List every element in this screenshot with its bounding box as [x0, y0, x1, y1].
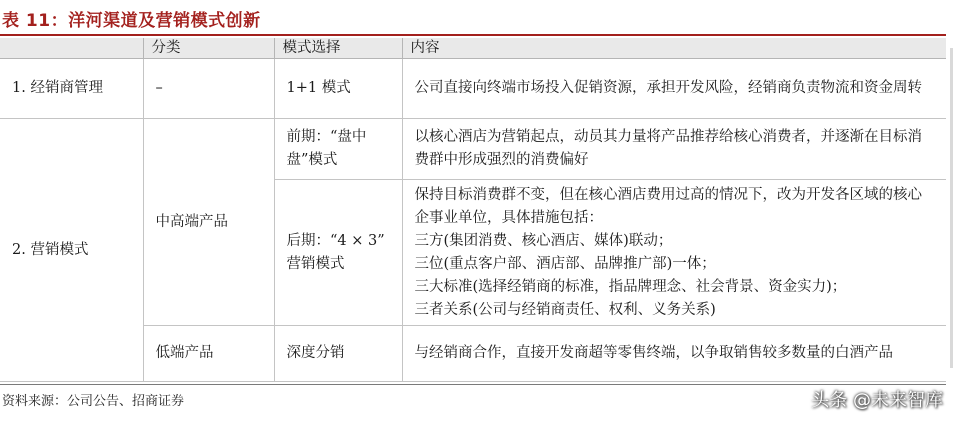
source-note: 资料来源：公司公告、招商证券: [2, 394, 185, 409]
content-line: 保持目标消费群不变，但在核心酒店费用过高的情况下，改为开发各区域的核心企事业单位，具体措施包括：: [414, 186, 922, 226]
channel-marketing-table: [0, 38, 946, 382]
row-category: –: [143, 59, 274, 119]
row-section-label: 1. 经销商管理: [0, 59, 143, 119]
row-content: [402, 180, 946, 326]
table-title: 表 11：洋河渠道及营销模式创新: [2, 11, 261, 31]
row-mode: 1+1 模式: [274, 59, 402, 119]
title-rule: [0, 34, 946, 36]
row-mode: 深度分销: [274, 326, 402, 382]
content-line: 三大标准(选择经销商的标准，指品牌理念、社会背景、资金实力)；: [414, 278, 847, 295]
row-content: 与经销商合作，直接开发商超等零售终端，以争取销售较多数量的白酒产品: [402, 326, 946, 382]
table-header-row: [0, 38, 946, 59]
header-cell-category: 分类: [143, 38, 274, 59]
row-content: 以核心酒店为营销起点，动员其力量将产品推荐给核心消费者，并逐渐在目标消费群中形成强烈的消费偏好: [402, 119, 946, 180]
scrollbar[interactable]: [950, 48, 953, 368]
content-line: 三位(重点客户部、酒店部、品牌推广部)一体；: [414, 255, 716, 272]
content-line: 三方(集团消费、核心酒店、媒体)联动；: [414, 232, 673, 249]
row-mode: 前期：“盘中盘”模式: [274, 119, 402, 180]
content-line: 三者关系(公司与经销商责任、权利、义务关系): [414, 301, 716, 318]
row-mode: 后期：“4 × 3” 营销模式: [274, 180, 402, 326]
bottom-rule: [0, 384, 946, 385]
header-cell-content: 内容: [402, 38, 946, 59]
row-category: 低端产品: [143, 326, 274, 382]
header-cell-mode: 模式选择: [274, 38, 402, 59]
watermark: 头条 @未来智库: [811, 390, 943, 411]
table-row: [0, 59, 946, 119]
table-row: [0, 119, 946, 180]
row-category: 中高端产品: [143, 119, 274, 326]
row-content: 公司直接向终端市场投入促销资源，承担开发风险，经销商负责物流和资金周转: [402, 59, 946, 119]
header-cell-index: [0, 38, 143, 59]
row-section-label: 2. 营销模式: [0, 119, 143, 382]
